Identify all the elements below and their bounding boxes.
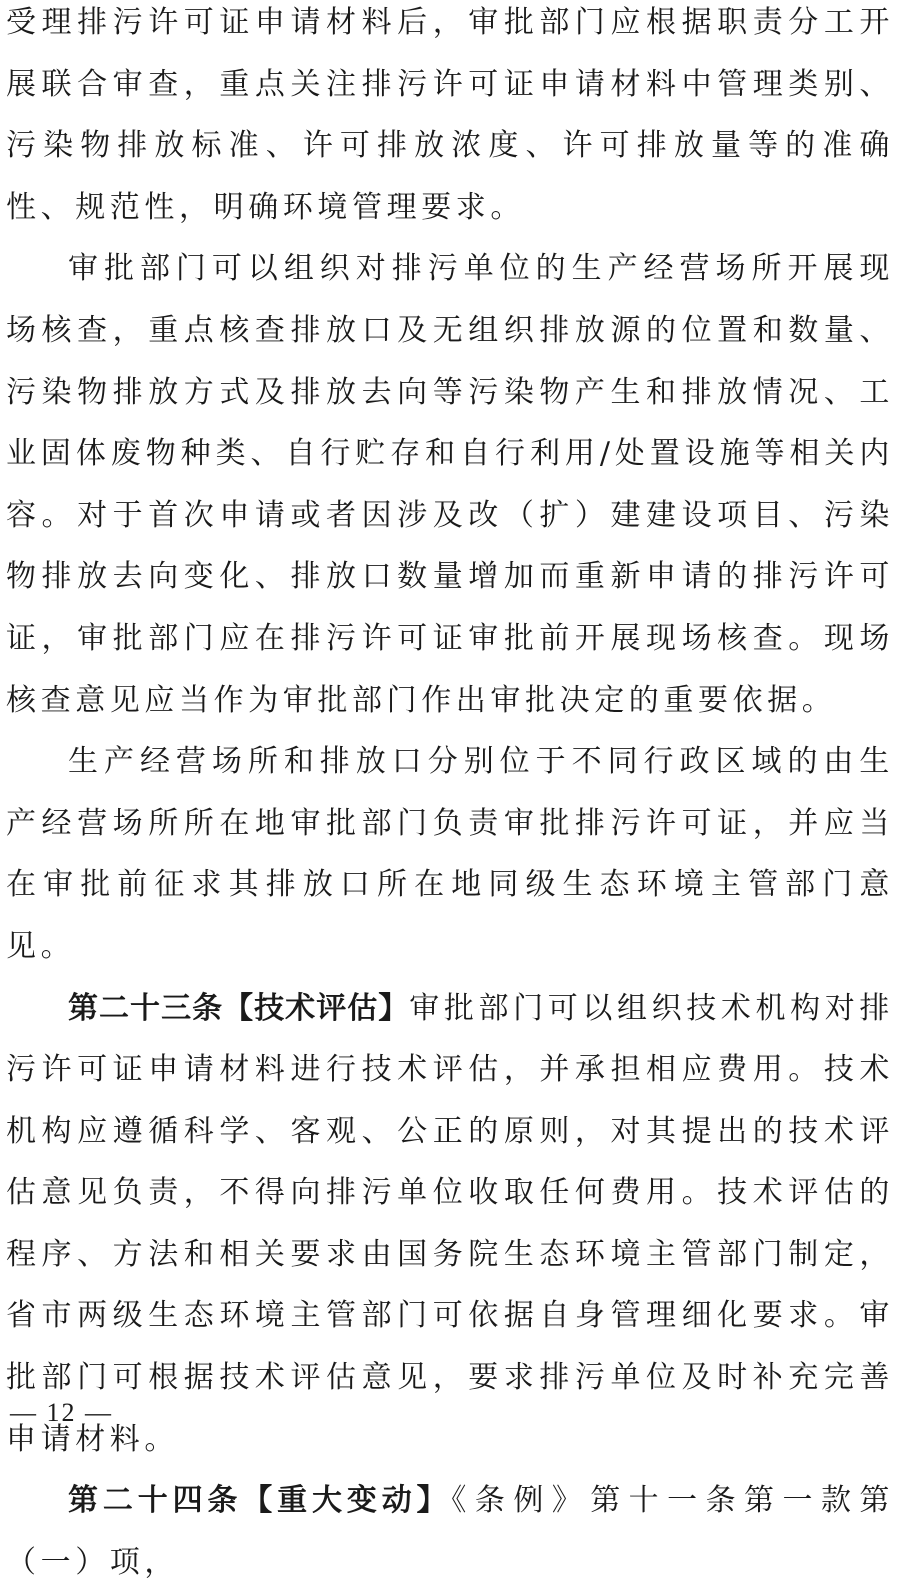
document-page [6,0,894,1593]
article-23-body: 审批部门可以组织技术机构对排污许可证申请材料进行技术评估，并承担相应费用。技术机构应遵循科学、客观、公正的原则，对其提出的技术评估意见负责，不得向排污单位收取任何费用。技术评估的程序、方法和相关要求由国务院生态环境主管部门制定，省市两级生态环境主管部门可依据自身管理细化要求。审批部门可根据技术评估意见，要求排污单位及时补充完善申请材料。 [6,990,895,1457]
article-24-body: 《条例》第十一条第一款第（一）项， [6,1483,895,1580]
paragraph-article-23 [6,978,894,1471]
paragraph-site-inspection: 审批部门可以组织对排污单位的生产经营场所开展现场核查，重点核查排放口及无组织排放源的位置和数量、污染物排放方式及排放去向等污染物产生和排放情况、工业固体废物种类、自行贮存和自行利用/处置设施等相关内容。对于首次申请或者因涉及改（扩）建建设项目、污染物排放去向变化、排放口数量增加而重新申请的排污许可证，审批部门应在排污许可证审批前开展现场核查。现场核查意见应当作为审批部门作出审批决定的重要依据。 [6,251,894,718]
paragraph-article-24 [6,1470,894,1593]
paragraph-joint-review: 受理排污许可证申请材料后，审批部门应根据职责分工开展联合审查，重点关注排污许可证申请材料中管理类别、污染物排放标准、许可排放浓度、许可排放量等的准确性、规范性，明确环境管理要求。 [6,5,894,225]
page-number: — 12 — [10,1398,113,1427]
article-24-heading: 第二十四条【重大变动】 [68,1483,452,1519]
article-23-heading: 第二十三条【技术评估】 [68,990,410,1026]
paragraph-cross-region: 生产经营场所和排放口分别位于不同行政区域的由生产经营场所所在地审批部门负责审批排污许可证，并应当在审批前征求其排放口所在地同级生态环境主管部门意见。 [6,744,894,964]
